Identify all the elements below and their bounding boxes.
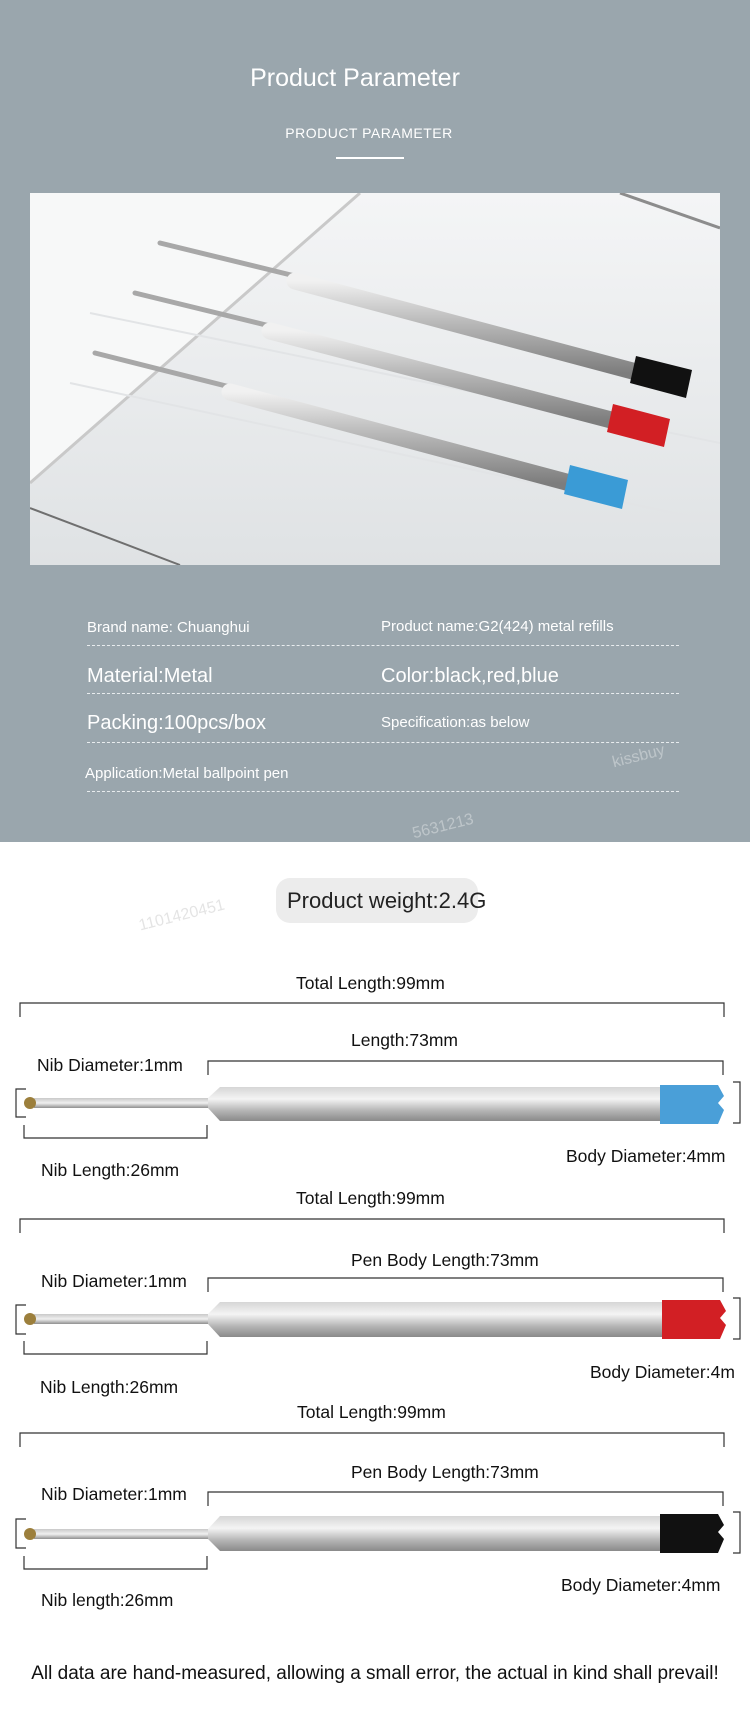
nib-length-label: Nib length:26mm — [41, 1590, 174, 1610]
total-length-bracket — [20, 1003, 724, 1017]
body-diameter-bracket — [733, 1082, 740, 1123]
watermark: 1101420451 — [137, 896, 227, 935]
refill-tip — [34, 1529, 210, 1539]
nib-diameter-label: Nib Diameter:1mm — [41, 1484, 187, 1504]
refill-body — [208, 1516, 662, 1551]
spec-color: Color:black,red,blue — [381, 665, 559, 687]
nib-diameter-label: Nib Diameter:1mm — [41, 1271, 187, 1291]
nib-length-bracket — [24, 1556, 207, 1569]
total-length-label: Total Length:99mm — [297, 1402, 446, 1422]
section-title: Product Parameter — [250, 64, 460, 92]
body-length-label: Pen Body Length:73mm — [351, 1462, 539, 1482]
total-length-label: Total Length:99mm — [296, 1188, 445, 1208]
body-diameter-bracket — [733, 1298, 740, 1339]
nib-length-label: Nib Length:26mm — [41, 1160, 180, 1180]
spec-material: Material:Metal — [87, 665, 213, 687]
spec-application: Application:Metal ballpoint pen — [85, 765, 289, 782]
body-length-bracket — [208, 1492, 723, 1506]
refill-tip — [34, 1314, 210, 1324]
ball-nib — [24, 1097, 36, 1109]
body-length-label: Length:73mm — [351, 1030, 459, 1050]
nib-length-bracket — [24, 1125, 207, 1138]
body-diameter-label: Body Diameter:4mm — [561, 1575, 721, 1595]
nib-length-bracket — [24, 1341, 207, 1354]
total-length-label: Total Length:99mm — [296, 973, 445, 993]
refill-tip — [34, 1098, 210, 1108]
total-length-bracket — [20, 1219, 724, 1233]
body-length-bracket — [208, 1278, 723, 1292]
section-subtitle: PRODUCT PARAMETER — [285, 125, 453, 141]
nib-length-label: Nib Length:26mm — [40, 1377, 179, 1397]
total-length-bracket — [20, 1433, 724, 1447]
weight-label: Product weight:2.4G — [287, 888, 487, 913]
spec-brand: Brand name: Chuanghui — [87, 619, 250, 636]
ball-nib — [24, 1528, 36, 1540]
ball-nib — [24, 1313, 36, 1325]
spec-specification: Specification:as below — [381, 714, 530, 731]
watermark: 5631213 — [410, 810, 476, 843]
body-length-bracket — [208, 1061, 723, 1075]
body-diameter-label: Body Diameter:4m — [590, 1362, 735, 1382]
body-diameter-label: Body Diameter:4mm — [566, 1146, 726, 1166]
refill-cap — [660, 1085, 724, 1124]
nib-diameter-label: Nib Diameter:1mm — [37, 1055, 183, 1075]
spec-product-name: Product name:G2(424) metal refills — [381, 618, 614, 635]
body-length-label: Pen Body Length:73mm — [351, 1250, 539, 1270]
disclaimer: All data are hand-measured, allowing a small error, the actual in kind shall prevail! — [31, 1663, 719, 1684]
refill-cap — [660, 1514, 724, 1553]
body-diameter-bracket — [733, 1512, 740, 1553]
refill-body — [208, 1302, 664, 1337]
watermark: kissbuy — [610, 741, 667, 772]
refill-body — [208, 1087, 662, 1121]
spec-packing: Packing:100pcs/box — [87, 712, 267, 734]
refill-cap — [662, 1300, 726, 1339]
